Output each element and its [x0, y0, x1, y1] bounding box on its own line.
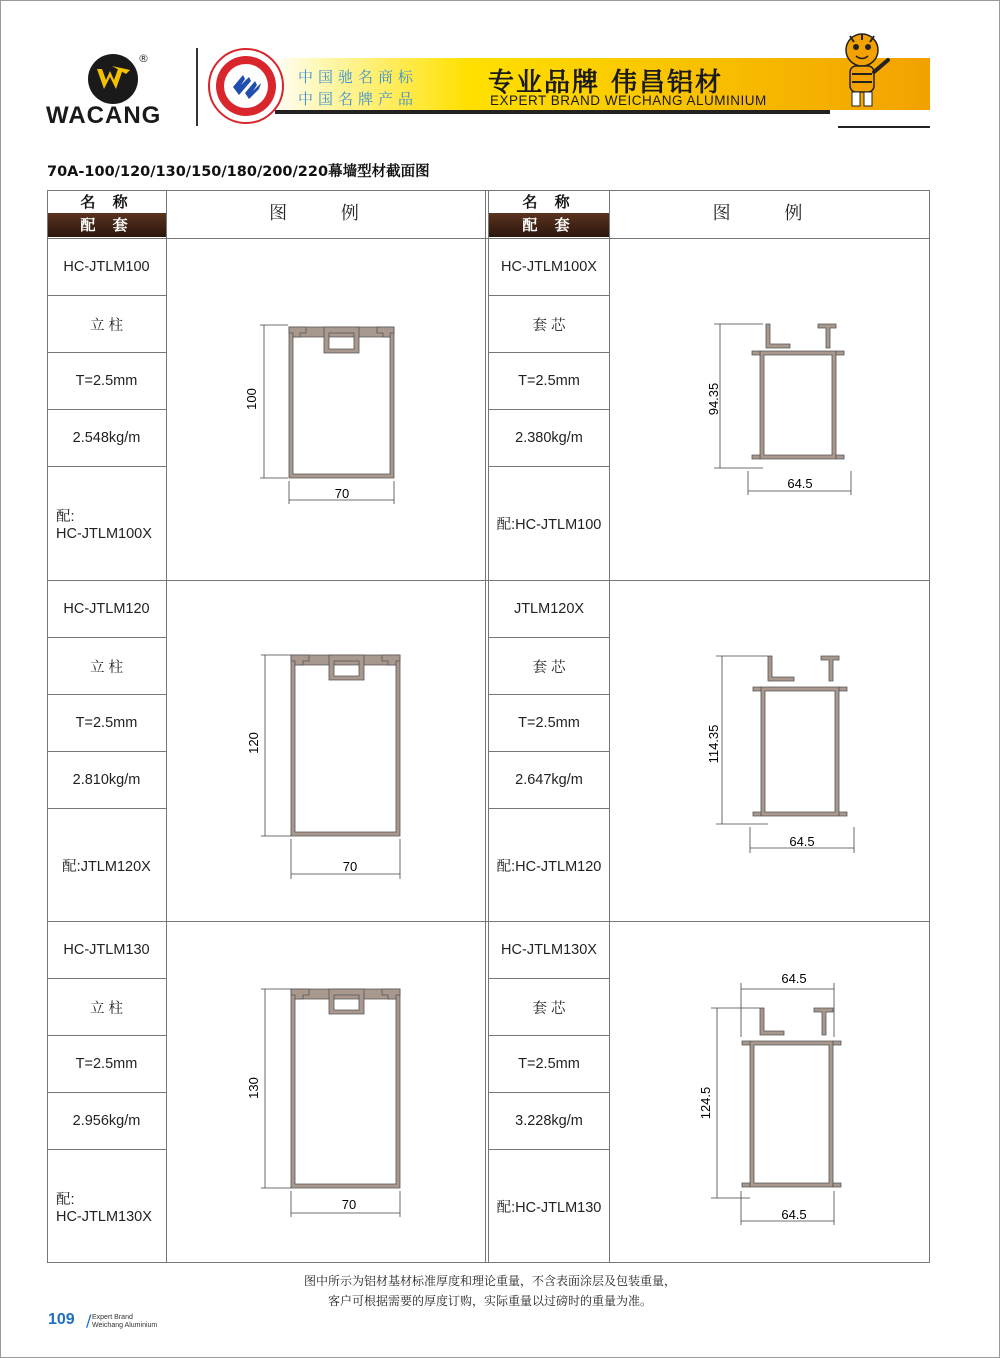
profile-weight: 2.810kg/m	[72, 772, 141, 788]
profile-weight: 2.548kg/m	[72, 430, 141, 446]
profile-type: 套 芯	[532, 317, 566, 334]
famous-brand-text: 中国名牌产品	[298, 90, 419, 108]
profile-type: 立 柱	[89, 1000, 124, 1017]
profile-match: 配:HC-JTLM120	[496, 858, 602, 875]
profile-code: JTLM120X	[513, 601, 585, 617]
post-profile-drawing	[291, 655, 400, 836]
profile-code: HC-JTLM130X	[501, 942, 597, 958]
profile-match: 配: HC-JTLM100X	[56, 509, 152, 542]
header-separator	[196, 48, 198, 126]
page-number: 109	[48, 1311, 75, 1328]
profile-type: 立 柱	[89, 317, 124, 334]
page-slash: /	[86, 1311, 92, 1330]
logo-emblem-icon	[88, 54, 138, 104]
profile-code: HC-JTLM100	[63, 259, 150, 275]
dim-height: 120	[246, 732, 261, 754]
dim-height: 100	[244, 388, 259, 410]
page-tagline-line2: Weichang Aluminium	[92, 1322, 158, 1329]
profile-match: 配:HC-JTLM130	[496, 1199, 602, 1216]
dim-width: 70	[341, 1197, 357, 1212]
dim-width: 70	[342, 859, 358, 874]
famous-trademark-text: 中国驰名商标	[298, 68, 419, 86]
profile-thickness: T=2.5mm	[518, 373, 580, 389]
tiger-mascot-icon	[832, 30, 894, 112]
profile-code: HC-JTLM130	[63, 942, 150, 958]
dim-width: 64.5	[787, 476, 813, 491]
profile-match: 配: HC-JTLM130X	[56, 1191, 152, 1225]
page-tagline	[92, 1314, 157, 1330]
profile-thickness: T=2.5mm	[518, 1056, 580, 1072]
wacang-logo	[46, 52, 186, 132]
header-name-right: 名 称	[522, 193, 576, 211]
china-top-brand-seal-icon	[207, 47, 285, 125]
dim-height: 94.35	[706, 382, 721, 416]
profile-thickness: T=2.5mm	[518, 715, 580, 731]
profile-thickness: T=2.5mm	[75, 715, 138, 731]
profile-match: 配:JTLM120X	[62, 858, 151, 875]
profile-match: 配:HC-JTLM100	[496, 517, 602, 533]
page-title: 70A-100/120/130/150/180/200/220幕墙型材截面图	[47, 164, 430, 180]
slogan-en: EXPERT BRAND WEICHANG ALUMINIUM	[490, 93, 767, 108]
dim-height: 130	[246, 1077, 261, 1099]
dim-width-top: 64.5	[781, 971, 807, 986]
core-profile-drawing	[752, 324, 844, 459]
dim-height: 124.5	[698, 1086, 713, 1120]
profile-type: 立 柱	[89, 659, 124, 676]
banner-underline-right	[838, 126, 930, 128]
dim-width: 70	[334, 486, 350, 501]
logo-text: WACANG	[46, 102, 162, 129]
footer-note-line1: 图中所示为铝材基材标准厚度和理论重量，不含表面涂层及包装重量，	[303, 1274, 676, 1288]
slogan-cn: 专业品牌 伟昌铝材	[488, 68, 724, 98]
footer-note-line2: 客户可根据需要的厚度订购，实际重量以过磅时的重量为准。	[327, 1294, 652, 1308]
header-figure-left: 图 例	[269, 203, 383, 224]
profile-weight: 2.647kg/m	[515, 772, 583, 788]
core-profile-drawing	[742, 1008, 841, 1187]
dim-height: 114.35	[706, 724, 721, 764]
header-figure-right: 图 例	[712, 203, 827, 224]
post-profile-drawing	[289, 327, 394, 478]
profile-weight: 2.956kg/m	[72, 1113, 141, 1129]
profile-type: 套 芯	[532, 1000, 566, 1017]
core-profile-drawing	[753, 656, 847, 816]
profile-weight: 2.380kg/m	[515, 430, 583, 446]
header-name-left: 名 称	[80, 193, 134, 211]
dim-width: 64.5	[781, 1207, 807, 1222]
page-tagline-line1: Expert Brand	[92, 1314, 133, 1321]
header-accessory-right: 配 套	[489, 213, 609, 237]
registered-mark: ®	[138, 52, 149, 65]
profile-drawings	[48, 191, 929, 1262]
profile-table	[47, 190, 930, 1263]
profile-thickness: T=2.5mm	[75, 373, 138, 389]
profile-thickness: T=2.5mm	[75, 1056, 138, 1072]
banner-underline	[275, 110, 830, 114]
header-accessory-left: 配 套	[48, 213, 166, 237]
post-profile-drawing	[291, 989, 400, 1188]
profile-code: HC-JTLM120	[63, 601, 150, 617]
profile-code: HC-JTLM100X	[501, 259, 597, 275]
profile-weight: 3.228kg/m	[515, 1113, 583, 1129]
dim-width: 64.5	[789, 834, 815, 849]
profile-type: 套 芯	[532, 659, 566, 676]
